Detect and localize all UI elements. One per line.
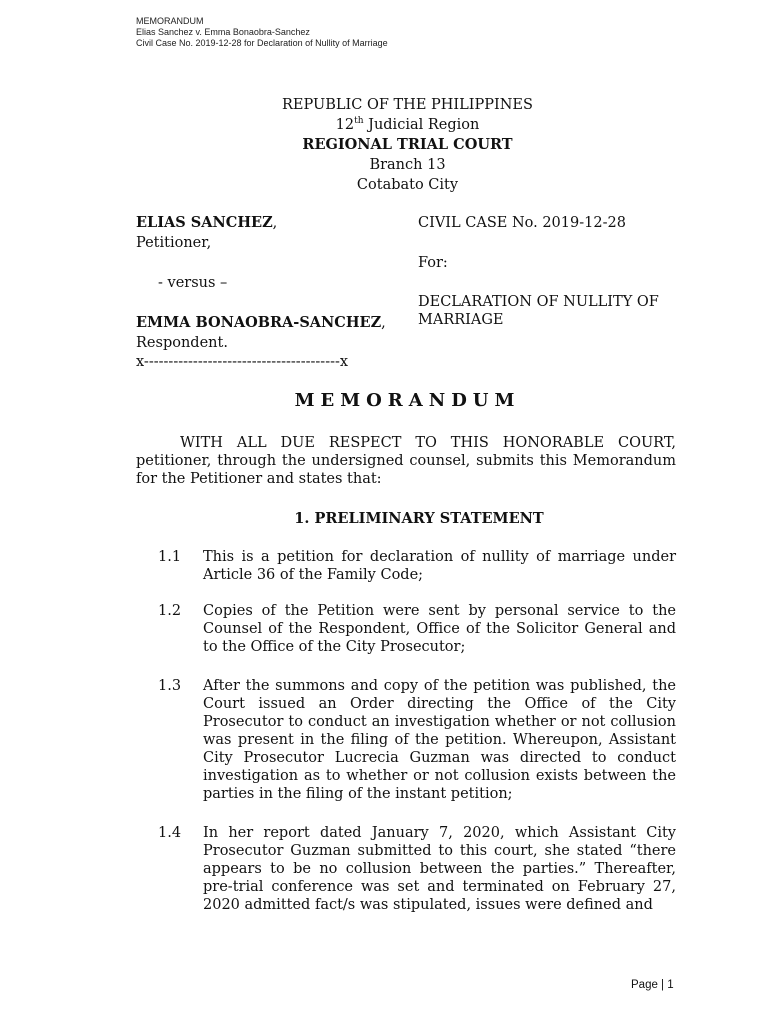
- region-line: 12th Judicial Region: [335, 116, 480, 133]
- item-text: Copies of the Petition were sent by personal service to the Counsel of the Respondent, Office of the Solicitor General and to the Office of the City Prosecutor;: [203, 603, 676, 655]
- petitioner-line: ELIAS SANCHEZ,: [136, 214, 278, 231]
- document-title: MEMORANDUM: [294, 390, 521, 411]
- item-text: This is a petition for declaration of nullity of marriage under Article 36 of the Family Code;: [203, 549, 676, 583]
- case-caption-parties: [136, 213, 386, 371]
- versus-line: - versus –: [158, 275, 228, 291]
- item-text: After the summons and copy of the petition was published, the Court issued an Order directing the Office of the City Prosecutor to conduct an investigation whether or not collusion was present in the filing of the petition. Whereupon, Assistant City Prosecutor Lucrecia Guzman was directed to conduct investigation as to whether or not collusion exists between the parties in the filing of the instant petition;: [203, 678, 676, 802]
- list-item: [158, 824, 676, 914]
- section-heading: 1. PRELIMINARY STATEMENT: [294, 510, 544, 527]
- court-heading: [0, 95, 768, 195]
- city-line: Cotabato City: [356, 177, 459, 193]
- republic-line: REPUBLIC OF THE PHILIPPINES: [282, 97, 533, 113]
- list-item: [158, 677, 676, 803]
- list-item: [158, 548, 676, 584]
- running-header: [136, 16, 388, 49]
- caption-separator: x----------------------------------------x: [136, 354, 349, 370]
- petitioner-role: Petitioner,: [136, 235, 212, 251]
- item-number: 1.4: [158, 825, 182, 841]
- item-number: 1.2: [158, 603, 182, 619]
- header-parties: Elias Sanchez v. Emma Bonaobra-Sanchez: [136, 27, 310, 37]
- branch-line: Branch 13: [369, 157, 446, 173]
- case-nature-line2: MARRIAGE: [418, 312, 504, 328]
- court-name: REGIONAL TRIAL COURT: [302, 136, 513, 153]
- intro-paragraph: WITH ALL DUE RESPECT TO THIS HONORABLE COURT, petitioner, through the undersigned counsel, submits this Memorandum for the Petitioner and states that:: [136, 435, 676, 487]
- respondent-role: Respondent.: [136, 335, 228, 351]
- respondent-line: EMMA BONAOBRA-SANCHEZ,: [136, 314, 386, 331]
- case-caption-details: [418, 213, 659, 329]
- item-number: 1.1: [158, 549, 182, 565]
- header-title: MEMORANDUM: [136, 16, 204, 26]
- list-item: [158, 602, 676, 656]
- header-case: Civil Case No. 2019-12-28 for Declaration of Nullity of Marriage: [136, 38, 388, 48]
- case-nature-line1: DECLARATION OF NULLITY OF: [418, 294, 659, 310]
- item-number: 1.3: [158, 678, 182, 694]
- page-number: Page | 1: [631, 979, 674, 991]
- for-label: For:: [418, 255, 448, 271]
- item-text: In her report dated January 7, 2020, which Assistant City Prosecutor Guzman submitted to this court, she stated “there appears to be no collusion between the parties.” Thereafter, pre-trial conference was set and terminated on February 27, 2020 admitted fact/s was stipulated, issues were defined and: [203, 825, 676, 913]
- case-number: CIVIL CASE No. 2019-12-28: [418, 215, 626, 231]
